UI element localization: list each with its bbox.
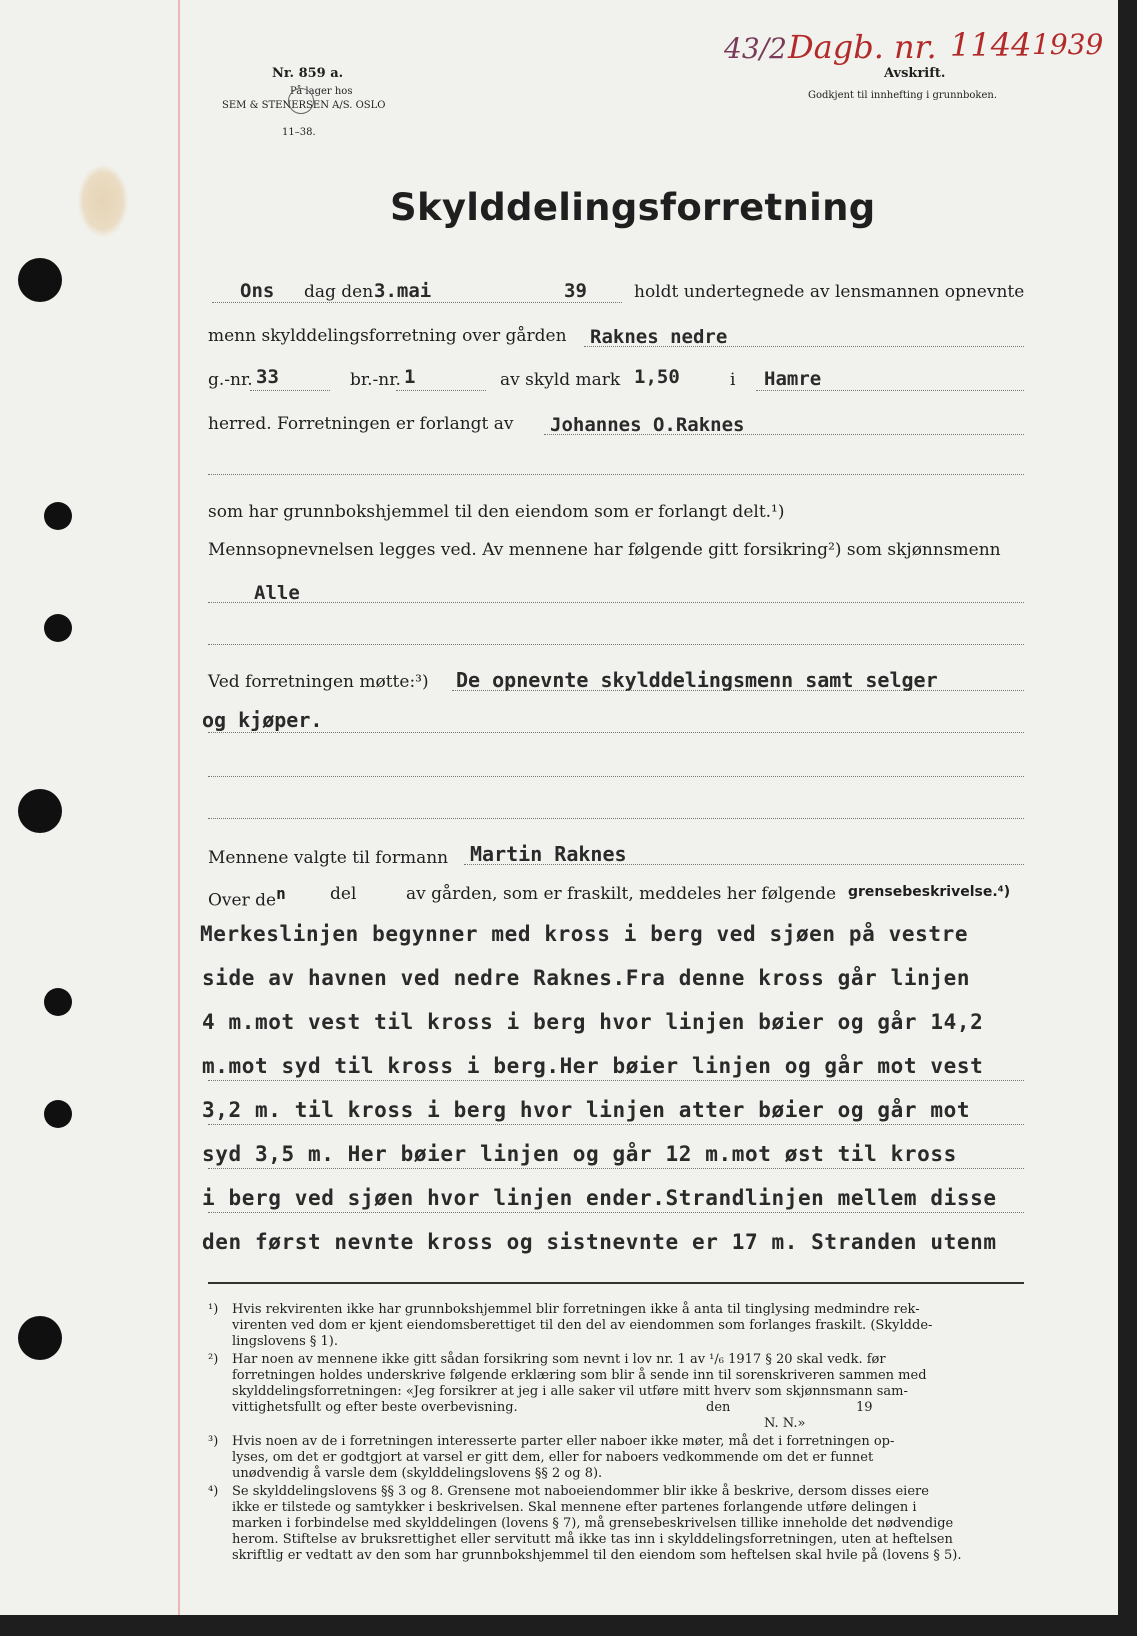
copy-label: Avskrift. <box>884 66 946 81</box>
binding-hole <box>44 502 72 530</box>
label-del: del <box>330 884 357 904</box>
gnr-value: 33 <box>256 366 279 388</box>
fill-line <box>250 390 330 391</box>
footnote-3-marker: ³) <box>208 1434 219 1449</box>
printer-seal <box>288 88 314 114</box>
handwritten-folio: 43/2 <box>724 32 787 65</box>
municipality: Hamre <box>764 368 822 390</box>
fill-line <box>208 1212 1024 1213</box>
footnote-2-den: den <box>706 1400 731 1415</box>
fill-line <box>208 1168 1024 1169</box>
publisher-line: På lager hos <box>290 86 353 97</box>
fill-line <box>584 346 1024 347</box>
dagbok-number: 1144 <box>950 26 1032 64</box>
footnote-1-line: lingslovens § 1). <box>232 1334 338 1349</box>
fill-line <box>212 302 622 303</box>
footnote-2-marker: ²) <box>208 1352 219 1367</box>
label-over-de <box>208 884 286 911</box>
binding-hole <box>18 1316 62 1360</box>
footnote-4-line: marken i forbindelse med skylddelingen (lovens § 7), må grensebeskrivelsen tillike inneholde det nødvendige <box>232 1516 954 1531</box>
label-grense-bold: grensebeskrivelse.⁴) <box>848 884 1011 900</box>
label-mennsopnevnelsen: Mennsopnevnelsen legges ved. Av mennene har følgende gitt forsikring²) som skjønnsmenn <box>208 540 1001 560</box>
fill-line <box>208 1080 1024 1081</box>
fill-line <box>208 732 1024 733</box>
fill-line <box>208 602 1024 603</box>
footnote-1-line: Hvis rekvirenten ikke har grunnbokshjemmel blir forretningen ikke å anta til tinglysing medmindre rek- <box>232 1302 920 1317</box>
label-holdt: holdt undertegnede av lensmannen opnevnte <box>634 282 1025 302</box>
fill-line <box>756 390 1024 391</box>
label-herred: herred. Forretningen er forlangt av <box>208 414 514 434</box>
footnote-4-marker: ⁴) <box>208 1484 219 1499</box>
chairman: Martin Raknes <box>470 842 627 866</box>
boundary-line: syd 3,5 m. Her bøier linjen og går 12 m.mot øst til kross <box>202 1142 957 1166</box>
page-title: Skylddelingsforretning <box>390 186 876 229</box>
year: 39 <box>564 280 587 302</box>
publisher-name: SEM & STENERSEN A/S. OSLO <box>222 100 386 111</box>
margin-rule <box>178 0 180 1615</box>
farm-name: Raknes nedre <box>590 326 728 348</box>
binding-hole <box>44 1100 72 1128</box>
label-gnr: g.-nr. <box>208 370 253 390</box>
brnr-value: 1 <box>404 366 416 388</box>
label-hjemmel: som har grunnbokshjemmel til den eiendom som er forlangt delt.¹) <box>208 502 785 522</box>
footnote-1-line: virenten ved dom er kjent eiendomsberettiget til den del av eiendommen som forlanges fraskilt. (Skyldde- <box>232 1318 933 1333</box>
label-over-de-text: Over de <box>208 890 277 911</box>
dagbok-year: 1939 <box>1032 28 1104 61</box>
date: 3.mai <box>374 280 432 302</box>
boundary-line: m.mot syd til kross i berg.Her bøier linjen og går mot vest <box>202 1054 984 1078</box>
footnote-2-line: Har noen av mennene ikke gitt sådan forsikring som nevnt i lov nr. 1 av ¹/₆ 1917 § 20 skal vedk. før <box>232 1352 886 1367</box>
footnote-2-line: forretningen holdes underskrive følgende erklæring som blir å sende inn til sorenskriveren sammen med <box>232 1368 927 1383</box>
boundary-line: 3,2 m. til kross i berg hvor linjen atter bøier og går mot <box>202 1098 971 1122</box>
weekday: Ons <box>240 280 275 302</box>
fill-line <box>208 644 1024 645</box>
label-brnr: br.-nr. <box>350 370 401 390</box>
footnote-4-line: ikke er tilstede og samtykker i beskrivelsen. Skal mennene efter partenes forlangende utføre delingen i <box>232 1500 917 1515</box>
fill-line <box>396 390 486 391</box>
footnote-3-line: lyses, om det er godtgjort at varsel er gitt dem, eller for naboers vedkommende om det er funnet <box>232 1450 874 1465</box>
footnote-2-year: 19 <box>856 1400 873 1415</box>
print-date: 11–38. <box>282 127 316 138</box>
footnote-4-line: herom. Stiftelse av bruksrettighet eller servitutt må ikke tas inn i skylddelingsforretningen, uten at heftelsen <box>232 1532 953 1547</box>
fill-line <box>452 690 1024 691</box>
boundary-line: Merkeslinjen begynner med kross i berg ved sjøen på vestre <box>200 922 969 946</box>
dagbok-label: Dagb. nr. <box>788 28 937 66</box>
boundary-line: 4 m.mot vest til kross i berg hvor linjen bøier og går 14,2 <box>202 1010 984 1034</box>
label-dag-den: dag den <box>304 282 374 302</box>
fill-line <box>544 434 1024 435</box>
binding-hole <box>18 789 62 833</box>
footnote-divider <box>208 1282 1024 1284</box>
fill-line <box>208 776 1024 777</box>
boundary-line: side av havnen ved nedre Raknes.Fra denne kross går linjen <box>202 966 971 990</box>
label-grense: av gården, som er fraskilt, meddeles her følgende <box>406 884 837 904</box>
label-formann: Mennene valgte til formann <box>208 848 449 868</box>
label-skyld: av skyld mark <box>500 370 621 390</box>
label-menn: menn skylddelingsforretning over gården <box>208 326 567 346</box>
footnote-3-line: unødvendig å varsle dem (skylddelingslovens §§ 2 og 8). <box>232 1466 603 1481</box>
footnote-3-line: Hvis noen av de i forretningen interesserte parter eller naboer ikke møter, må det i forretningen op- <box>232 1434 895 1449</box>
footnote-4-line: Se skylddelingslovens §§ 3 og 8. Grensene mot naboeiendommer blir ikke å beskrive, dersom disses eiere <box>232 1484 929 1499</box>
label-motte: Ved forretningen møtte:³) <box>208 672 429 692</box>
approval-note: Godkjent til innhefting i grunnboken. <box>808 90 997 101</box>
label-i: i <box>730 370 736 390</box>
form-number: Nr. 859 a. <box>272 66 344 81</box>
fill-line <box>464 864 1024 865</box>
fill-line <box>208 818 1024 819</box>
skyld-value: 1,50 <box>634 366 680 388</box>
attended-line-2: og kjøper. <box>202 708 323 732</box>
paper-stain <box>78 165 128 237</box>
boundary-line: i berg ved sjøen hvor linjen ender.Strandlinjen mellem disse <box>202 1186 997 1210</box>
binding-hole <box>44 988 72 1016</box>
footnote-1-marker: ¹) <box>208 1302 219 1317</box>
footnote-2-line: vittighetsfullt og efter beste overbevisning. <box>232 1400 518 1415</box>
fill-line <box>208 1124 1024 1125</box>
label-over-de-superscript: n <box>276 884 286 903</box>
requested-by: Johannes O.Raknes <box>550 414 745 436</box>
fill-line <box>208 474 1024 475</box>
attended-line-1: De opnevnte skylddelingsmenn samt selger <box>456 668 938 692</box>
sworn-men: Alle <box>254 582 300 604</box>
footnote-2-signature: N. N.» <box>764 1416 806 1431</box>
boundary-line: den først nevnte kross og sistnevnte er 17 m. Stranden utenm <box>202 1230 997 1254</box>
footnote-2-line: skylddelingsforretningen: «Jeg forsikrer at jeg i alle saker vil utføre mitt hverv som skjønnsmann sam- <box>232 1384 908 1399</box>
binding-hole <box>18 258 62 302</box>
footnote-4-line: skriftlig er vedtatt av den som har grunnbokshjemmel til den eiendom som heftelsen skal hvile på (lovens § 5). <box>232 1548 962 1563</box>
binding-hole <box>44 614 72 642</box>
